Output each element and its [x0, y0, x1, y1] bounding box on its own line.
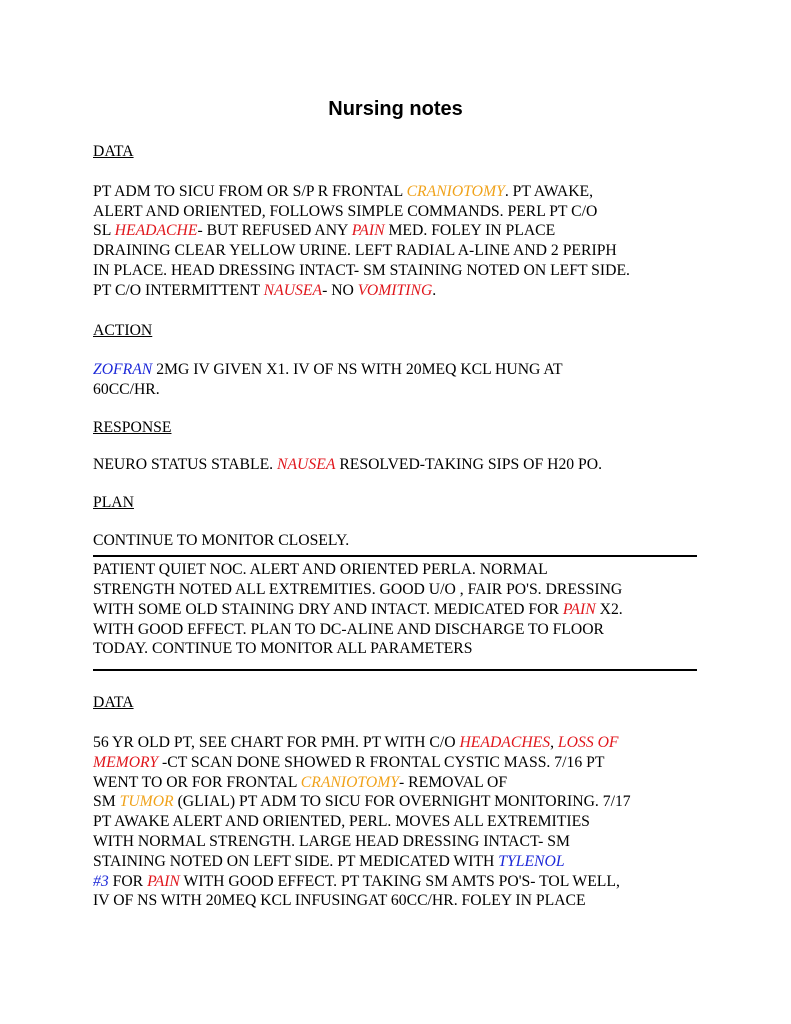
text-line — [93, 281, 713, 301]
text-segment: PT AWAKE ALERT AND ORIENTED, PERL. MOVES ALL EXTREMITIES — [93, 813, 590, 831]
highlighted-term: NAUSEA — [277, 455, 336, 473]
highlighted-term: PAIN — [147, 872, 180, 890]
text-line — [93, 753, 713, 773]
text-line — [93, 792, 713, 812]
text-segment: 2MG IV GIVEN X1. IV OF NS WITH 20MEQ KCL HUNG AT — [152, 361, 563, 379]
text-segment: 56 YR OLD PT, SEE CHART FOR PMH. PT WITH C/O — [93, 733, 460, 751]
text-line — [93, 360, 713, 380]
highlighted-term: VOMITING — [357, 281, 433, 299]
text-line — [93, 241, 713, 261]
text-segment: CONTINUE TO MONITOR CLOSELY. — [93, 532, 350, 550]
text-line — [93, 891, 713, 911]
text-segment: . PT AWAKE, — [504, 182, 594, 200]
text-segment: IV OF NS WITH 20MEQ KCL INFUSINGAT 60CC/HR. FOLEY IN PLACE — [93, 892, 586, 910]
text-line — [93, 832, 713, 852]
notes-content — [93, 142, 713, 911]
text-segment: 60CC/HR. — [93, 381, 160, 399]
text-line — [93, 261, 713, 281]
highlighted-term: NAUSEA — [263, 281, 323, 299]
text-segment: SL — [93, 222, 115, 240]
text-segment: PT ADM TO SICU FROM OR S/P R FRONTAL — [93, 182, 407, 200]
text-segment: PT C/O INTERMITTENT — [93, 281, 264, 299]
highlighted-term: ZOFRAN — [93, 361, 153, 379]
text-segment: ALERT AND ORIENTED, FOLLOWS SIMPLE COMMANDS. PERL PT C/O — [93, 202, 598, 220]
text-segment: WENT TO OR FOR FRONTAL — [93, 773, 301, 791]
text-line — [93, 600, 713, 620]
highlighted-term: CRANIOTOMY — [300, 773, 399, 791]
text-segment: - REMOVAL OF — [399, 773, 508, 791]
text-line — [93, 380, 713, 400]
text-segment: STAINING NOTED ON LEFT SIDE. PT MEDICATED WITH — [93, 852, 499, 870]
text-line — [93, 773, 713, 793]
section-heading-action: ACTION — [93, 321, 153, 339]
highlighted-term: HEADACHES — [459, 733, 551, 751]
text-line — [93, 733, 713, 753]
text-segment: - NO — [322, 281, 358, 299]
text-segment: NEURO STATUS STABLE. — [93, 455, 278, 473]
text-segment: RESOLVED-TAKING SIPS OF H20 PO. — [335, 455, 603, 473]
text-line — [93, 620, 713, 640]
page-title: Nursing notes — [328, 98, 463, 120]
highlighted-term: HEADACHE — [114, 222, 198, 240]
text-segment: FOR — [108, 872, 148, 890]
text-line — [93, 872, 713, 892]
highlighted-term: #3 — [93, 872, 109, 890]
text-segment: -CT SCAN DONE SHOWED R FRONTAL CYSTIC MASS. 7/16 PT — [158, 753, 605, 771]
text-line — [93, 852, 713, 872]
text-segment: WITH SOME OLD STAINING DRY AND INTACT. MEDICATED FOR — [93, 600, 563, 618]
text-segment: , — [550, 733, 558, 751]
text-line — [93, 560, 713, 580]
highlighted-term: PAIN — [351, 222, 385, 240]
text-line — [93, 531, 713, 551]
text-segment: DRAINING CLEAR YELLOW URINE. LEFT RADIAL A-LINE AND 2 PERIPH — [93, 242, 617, 260]
section-heading-response: RESPONSE — [93, 418, 172, 436]
text-segment: - BUT REFUSED ANY — [197, 222, 352, 240]
text-segment: MED. FOLEY IN PLACE — [384, 222, 556, 240]
text-segment: TODAY. CONTINUE TO MONITOR ALL PARAMETERS — [93, 640, 473, 658]
text-line — [93, 639, 713, 659]
text-segment: PATIENT QUIET NOC. ALERT AND ORIENTED PERLA. NORMAL — [93, 561, 548, 579]
text-line — [93, 580, 713, 600]
section-heading-plan: PLAN — [93, 493, 134, 511]
text-segment: X2. — [595, 600, 623, 618]
highlighted-term: TYLENOL — [498, 852, 565, 870]
text-segment: (GLIAL) PT ADM TO SICU FOR OVERNIGHT MONITORING. 7/17 — [173, 793, 631, 811]
note2-paragraph — [93, 560, 713, 659]
text-segment: WITH GOOD EFFECT. PLAN TO DC-ALINE AND DISCHARGE TO FLOOR — [93, 620, 605, 638]
text-segment: IN PLACE. HEAD DRESSING INTACT- SM STAINING NOTED ON LEFT SIDE. — [93, 261, 630, 279]
text-line — [93, 221, 713, 241]
text-segment: WITH NORMAL STRENGTH. LARGE HEAD DRESSING INTACT- SM — [93, 832, 570, 850]
plan-paragraph — [93, 531, 713, 551]
text-line — [93, 182, 713, 202]
action-paragraph — [93, 360, 713, 400]
text-line — [93, 202, 713, 222]
response-paragraph — [93, 455, 713, 475]
section-heading-data: DATA — [93, 143, 134, 160]
data-paragraph — [93, 182, 713, 301]
highlighted-term: CRANIOTOMY — [406, 182, 505, 200]
text-segment: SM — [93, 793, 120, 811]
highlighted-term: MEMORY — [93, 753, 159, 771]
highlighted-term: TUMOR — [119, 793, 174, 811]
text-segment: . — [432, 281, 437, 299]
text-segment: STRENGTH NOTED ALL EXTREMITIES. GOOD U/O , FAIR PO'S. DRESSING — [93, 580, 623, 598]
text-line — [93, 812, 713, 832]
text-line — [93, 455, 713, 475]
section-heading-data: DATA — [93, 694, 134, 712]
highlighted-term: PAIN — [562, 600, 596, 618]
data-paragraph — [93, 733, 713, 911]
highlighted-term: LOSS OF — [557, 733, 619, 751]
text-segment: WITH GOOD EFFECT. PT TAKING SM AMTS PO'S- TOL WELL, — [179, 872, 620, 890]
